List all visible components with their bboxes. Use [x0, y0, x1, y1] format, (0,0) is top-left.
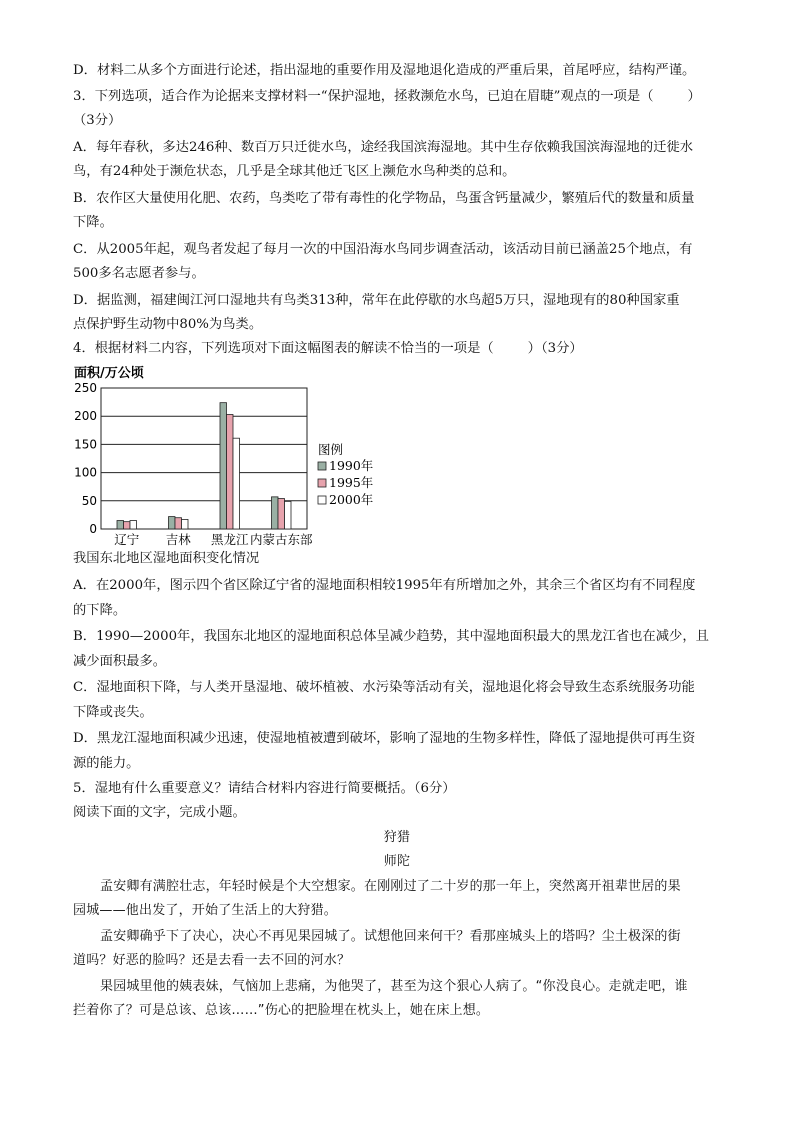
- story-paragraph-3-line1: 果园城里他的姨表妹，气恼加上悲痛，为他哭了，甚至为这个狠心人病了。“你没良心。走就走吧，谁: [100, 979, 688, 994]
- y-axis-title: 面积/万公顷: [74, 366, 144, 381]
- option-d-q2: D．材料二从多个方面进行论述，指出湿地的重要作用及湿地退化造成的严重后果，首尾呼应，结构严谨。: [73, 63, 696, 78]
- story-title: 狩猎: [383, 830, 411, 845]
- question-4-text: 4．根据材料二内容，下列选项对下面这幅图表的解读不恰当的一项是（: [73, 341, 494, 356]
- story-paragraph-3-line2: 拦着你了？可是总该、总该……”伤心的把脸埋在枕头上，她在床上想。: [73, 1003, 490, 1018]
- story-author: 师陀: [383, 854, 411, 869]
- bar-1-series-2: [124, 522, 131, 529]
- option-b-q3-line1: B．农作区大量使用化肥、农药，鸟类吃了带有毒性的化学物品，鸟蛋含钙量减少，繁殖后代的数量和质量: [73, 191, 695, 206]
- legend-swatch: [318, 462, 326, 470]
- bar-2-series-1: [169, 517, 176, 529]
- legend-label: 1990年: [329, 458, 374, 473]
- bar-4-series-2: [278, 499, 285, 529]
- legend-label: 1995年: [329, 475, 374, 490]
- y-tick-label: 250: [74, 381, 97, 395]
- legend-title: 图例: [318, 442, 344, 457]
- story-paragraph-1-line2: 园城——他出发了，开始了生活上的大狩猎。: [73, 903, 338, 918]
- question-3-text: 3．下列选项，适合作为论据来支撑材料一“保护湿地，拯救濒危水鸟，已迫在眉睫”观点的一项是（: [73, 89, 654, 104]
- category-label: 黑龙江: [210, 532, 249, 547]
- bar-3-series-1: [220, 403, 227, 529]
- chart-caption: 我国东北地区湿地面积变化情况: [73, 551, 260, 566]
- category-label: 内蒙古东部: [249, 532, 313, 547]
- bar-2-series-2: [175, 518, 182, 529]
- option-d-q4-line2: 源的能力。: [73, 756, 140, 771]
- legend: [318, 442, 373, 507]
- y-tick-label: 200: [74, 409, 97, 424]
- bar-2-series-3: [182, 519, 189, 529]
- bar-3-series-2: [227, 415, 234, 529]
- bar-4-series-3: [285, 501, 292, 529]
- question-3-score: （3分）: [73, 113, 122, 128]
- legend-swatch: [318, 479, 326, 487]
- y-tick-labels: [74, 381, 97, 536]
- y-tick-label: 150: [74, 437, 97, 452]
- category-label: 辽宁: [114, 532, 140, 547]
- option-b-q4-line2: 减少面积最多。: [73, 654, 167, 669]
- story-paragraph-1-line1: 孟安卿有满腔壮志，年轻时候是个大空想家。在刚刚过了二十岁的那一年上，突然离开祖辈世居的果: [100, 879, 681, 894]
- question-5: 5．湿地有什么重要意义？请结合材料内容进行简要概括。（6分）: [73, 781, 456, 796]
- option-a-q3-line2: 鸟，有24种处于濒危状态，几乎是全球其他迁飞区上濒危水鸟种类的总和。: [73, 164, 516, 179]
- y-tick-label: 100: [74, 465, 97, 480]
- legend-label: 2000年: [329, 492, 374, 507]
- category-labels: [114, 532, 313, 547]
- y-tick-label: 0: [89, 522, 97, 536]
- option-c-q4-line1: C．湿地面积下降，与人类开垦湿地、破坏植被、水污染等活动有关，湿地退化将会导致生态系统服务功能: [73, 680, 695, 695]
- question-3-stem: [73, 88, 701, 106]
- bar-4-series-1: [272, 497, 279, 529]
- option-a-q4-line1: A．在2000年，图示四个省区除辽宁省的湿地面积相较1995年有所增加之外，其余三个省区均有不同程度: [73, 578, 696, 593]
- question-4-stem: [73, 340, 583, 358]
- option-d-q3-line2: 点保护野生动物中80%为鸟类。: [73, 317, 263, 332]
- option-c-q3-line1: C．从2005年起，观鸟者发起了每月一次的中国沿海水鸟同步调查活动，该活动目前已涵盖25个地点，有: [73, 242, 693, 257]
- option-b-q3-line2: 下降。: [73, 215, 113, 230]
- option-a-q4-line2: 的下降。: [73, 603, 127, 618]
- option-a-q3-line1: A．每年春秋，多达246种、数百万只迁徙水鸟，途经我国滨海湿地。其中生存依赖我国滨海湿地的迁徙水: [73, 140, 694, 155]
- wetland-area-chart: [68, 362, 374, 550]
- option-d-q3-line1: D．据监测，福建闽江河口湿地共有鸟类313种，常年在此停歇的水鸟超5万只，湿地现有的80种国家重: [73, 293, 680, 308]
- question-3-paren-close: ）: [687, 89, 701, 104]
- option-b-q4-line1: B．1990—2000年，我国东北地区的湿地面积总体呈减少趋势，其中湿地面积最大的黑龙江省也在减少，且: [73, 629, 709, 644]
- y-tick-label: 50: [81, 493, 97, 508]
- bar-3-series-3: [233, 438, 240, 529]
- legend-swatch: [318, 496, 326, 504]
- bar-1-series-1: [117, 521, 124, 529]
- bar-1-series-3: [130, 521, 137, 529]
- option-c-q4-line2: 下降或丧失。: [73, 705, 153, 720]
- option-c-q3-line2: 500多名志愿者参与。: [73, 266, 205, 281]
- reading-instruction: 阅读下面的文字，完成小题。: [73, 805, 246, 820]
- story-paragraph-2-line2: 道吗？好恶的脸吗？还是去看一去不回的河水？: [73, 953, 351, 968]
- story-paragraph-2-line1: 孟安卿确乎下了决心，决心不再见果园城了。试想他回来何干？看那座城头上的塔吗？尘土极深的街: [100, 929, 681, 944]
- question-4-score: ）（3分）: [527, 341, 583, 356]
- option-d-q4-line1: D．黑龙江湿地面积减少迅速，使湿地植被遭到破坏，影响了湿地的生物多样性，降低了湿地提供可再生资: [73, 731, 696, 746]
- category-label: 吉林: [165, 532, 191, 547]
